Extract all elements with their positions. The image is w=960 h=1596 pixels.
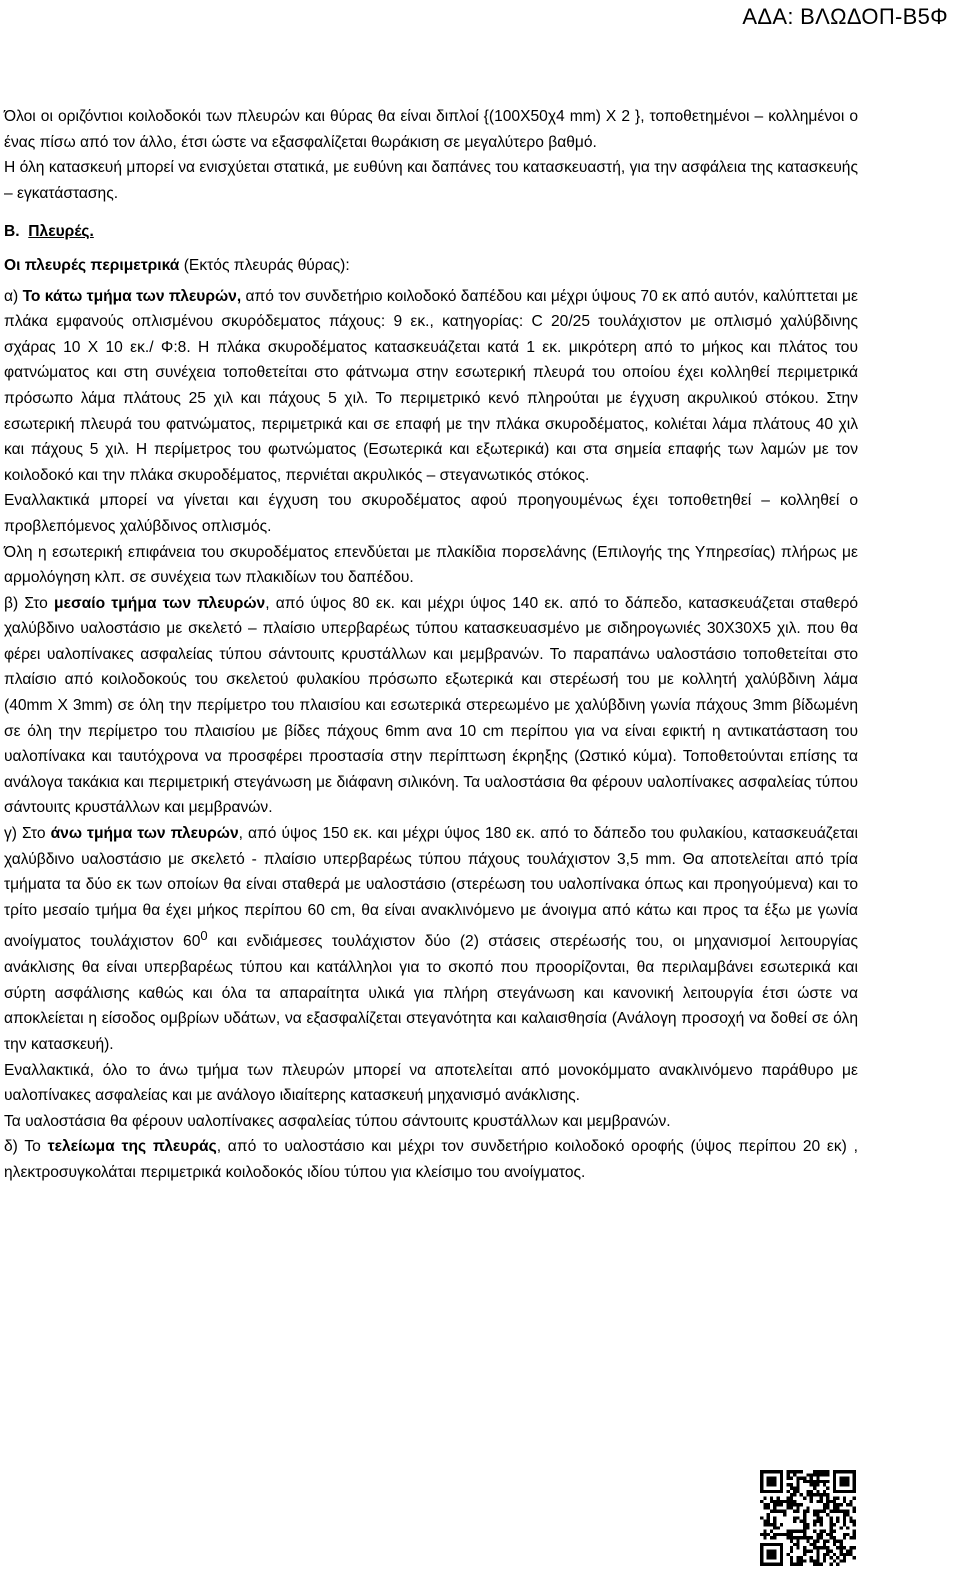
- ada-header: ΑΔΑ: ΒΛΩΔΟΠ-Β5Φ: [742, 4, 948, 29]
- item-c-text-2: και ενδιάμεσες τουλάχιστον δύο (2) στάσεις στερέωσής του, οι μηχανισμοί λειτουργίας ανάκλισης θα είναι υπερβαρέως τύπου και κατάλληλοι για το σκοπό που προορίζονται, θα περιλαμβάνει εσωτερικά και σύρτη ασφάλισης καθώς και όλα τα απαραίτητα υλικά για πλήρη στεγάνωση και κανονική λειτουργία έτσι ώστε να αποκλείεται η είσοδος ομβρίων υδάτων, να εξασφαλίζεται στεγανότητα και καλαισθησία (Ανάλογη προσοχή να δοθεί σε όλη την κατασκευή).: [4, 933, 858, 1053]
- document-body: [4, 104, 858, 1186]
- section-b-number: Β.: [4, 223, 20, 241]
- degree-superscript: 0: [200, 928, 208, 944]
- alternative-pouring: Εναλλακτικά μπορεί να γίνεται και έγχυση του σκυροδέματος αφού προηγουμένως έχει τοποθετηθεί – κολληθεί ο προβλεπόμενος χαλύβδινος οπλισμός.: [4, 492, 858, 535]
- glass-paragraph: Τα υαλοστάσια θα φέρουν υαλοπίνακες ασφαλείας τύπου σάντουιτς κρυστάλλων και μεμβρανών.: [4, 1112, 671, 1130]
- item-b-prefix: β) Στο: [4, 594, 55, 612]
- item-a-prefix: α): [4, 287, 23, 305]
- item-a-text: από τον συνδετήριο κοιλοδοκό δαπέδου και μέχρι ύψους 70 εκ από αυτόν, καλύπτεται με πλάκα εμφανούς οπλισμένου σκυρόδεματος πάχους: 9 εκ., κατηγορίας: C 20/25 τουλάχιστον με οπλισμό χαλύβδινης σχάρας 10 Χ 10 εκ./ Φ:8. Η πλάκα σκυροδέματος κατασκευάζεται κατά 1 εκ. μικρότερη από το μήκος και πλάτος του φατνώματος και στη συνέχεια τοποθετείται στο φάτνωμα στην εσωτερική πλευρά του οποίου έχει κολληθεί περιμετρικά πρόσωπο λάμα πλάτους 25 χιλ και πάχους 5 χιλ. Το περιμετρικό κενό πληρούται με έγχυση ακρυλικού στόκου. Στην εσωτερική πλευρά του φατνώματος, περιμετρικά και σε επαφή με την πλάκα σκυροδέματος, κολιέται λάμα πλάτους 40 χιλ και πάχους 5 χιλ. Η περίμετρος του φωτνώματος (Εσωτερικά και εξωτερικά) και στα σημεία επαφής των λαμών με τον κοιλοδοκό και την πλάκα σκυροδέματος, περνιέται ακρυλικός – στεγανωτικός στόκος.: [4, 287, 858, 484]
- tiles-paragraph: Όλη η εσωτερική επιφάνεια του σκυροδέματος επενδύεται με πλακίδια πορσελάνης (Επιλογής της Υπηρεσίας) πλήρως με αρμολόγηση κλπ. σε συνέχεια των πλακιδίων του δαπέδου.: [4, 543, 858, 587]
- qr-code-icon: [760, 1470, 856, 1566]
- sides-intro-bold: Οι πλευρές περιμετρικά: [4, 256, 180, 274]
- section-b-heading: [4, 219, 858, 245]
- item-d-prefix: δ) Το: [4, 1138, 48, 1156]
- paragraph-beams: Όλοι οι οριζόντιοι κοιλοδοκόι των πλευρών και θύρας θα είναι διπλοί {(100Χ50χ4 mm) Χ 2 }, τοποθετημένοι – κολλημένοι ο ένας πίσω από τον άλλο, έτσι ώστε να εξασφαλίζεται θωράκιση σε μεγαλύτερο βαθμό.: [4, 108, 858, 151]
- item-b-bold: μεσαίο τμήμα των πλευρών: [54, 594, 266, 612]
- item-d-bold: τελείωμα της πλευράς: [47, 1138, 217, 1156]
- item-d-text: , από το υαλοστάσιο και μέχρι τον συνδετήριο κοιλοδοκό οροφής (ύψος περίπου 20 εκ) , ηλεκτροσυγκολάται περιμετρικά κοιλοδοκός ιδίου τύπου για κλείσιμο του ανοίγματος.: [4, 1138, 858, 1181]
- item-a: [4, 284, 858, 489]
- item-b: [4, 591, 858, 821]
- sides-intro: [4, 253, 858, 279]
- item-d: [4, 1134, 858, 1185]
- item-b-text: , από ύψος 80 εκ. και μέχρι ύψος 140 εκ. από το δάπεδο, κατασκευάζεται σταθερό χαλύβδινο υαλοστάσιο με σκελετό – πλαίσιο υπερβαρέως τύπου κατασκευασμένο με σιδηρογωνιές 30Χ30Χ5 χιλ. που θα φέρει υαλοπίνακες ασφαλείας τύπου σάντουιτς κρυστάλλων και μεμβρανών. Το παραπάνω υαλοστάσιο τοποθετείται στο πλαίσιο από κοιλοδοκούς του σκελετού φυλακίου πρόσωπο εξωτερικά και στερέωσή του με κολλητή χαλύβδινη λάμα (40mm Χ 3mm) σε όλη την περίμετρο του πλαισίου και εσωτερικά στερεωμένο με χαλύβδινη γωνία πάχους 3mm βίδωμένη σε όλη την περίμετρο του πλαισίου με βίδες πάχους 6mm ανα 10 cm περίπου για να είναι εφικτή η αντικατάσταση του υαλοπίνακα και ταυτόχρονα να προσφέρει προστασία στην περίπτωση έκρηξης (Ωστικό κύμα). Τοποθετούνται επίσης τα ανάλογα τακάκια και περιμετρική στεγάνωση με διάφανη σιλικόνη. Τα υαλοστάσια θα φέρουν υαλοπίνακες ασφαλείας τύπου σάντουιτς κρυστάλλων και μεμβρανών.: [4, 594, 858, 817]
- paragraph-reinforcement: Η όλη κατασκευή μπορεί να ενισχύεται στατικά, με ευθύνη και δαπάνες του κατασκευαστή, για την ασφάλεια της κατασκευής – εγκατάστασης.: [4, 159, 858, 202]
- sides-intro-text: (Εκτός πλευράς θύρας):: [179, 256, 350, 274]
- spacer: [4, 206, 858, 211]
- item-c-bold: άνω τμήμα των πλευρών: [50, 825, 239, 843]
- item-c-text-1: , από ύψος 150 εκ. και μέχρι ύψος 180 εκ. από το δάπεδο του φυλακίου, κατασκευάζεται χαλύβδινο υαλοστάσιο με σκελετό - πλαίσιο υπερβαρέως τύπου πάχους τουλάχιστον 3,5 mm. Θα αποτελείται από τρία τμήματα τα δύο εκ των οποίων θα είναι σταθερά με υαλοστάσιο (στερέωση του υαλοπίνακα όπως και προηγούμενα) και το τρίτο μεσαίο τμήμα θα έχει μήκος περίπου 60 cm, θα είναι ανακλινόμενο με άνοιγμα από κάτω και προς τα έξω με γωνία ανοίγματος τουλάχιστον 60: [4, 825, 858, 951]
- section-b-title: Πλευρές.: [28, 223, 94, 241]
- item-c: [4, 821, 858, 1058]
- item-a-bold: Το κάτω τμήμα των πλευρών,: [22, 287, 242, 305]
- item-c-prefix: γ) Στο: [4, 825, 51, 843]
- alternative-window: Εναλλακτικά, όλο το άνω τμήμα των πλευρών μπορεί να αποτελείται από μονοκόμματο ανακλινόμενο παράθυρο με υαλοπίνακες ασφαλείας και με ανάλογο ιδιαίτερης κατασκευή μηχανισμό ανάκλισης.: [4, 1061, 858, 1105]
